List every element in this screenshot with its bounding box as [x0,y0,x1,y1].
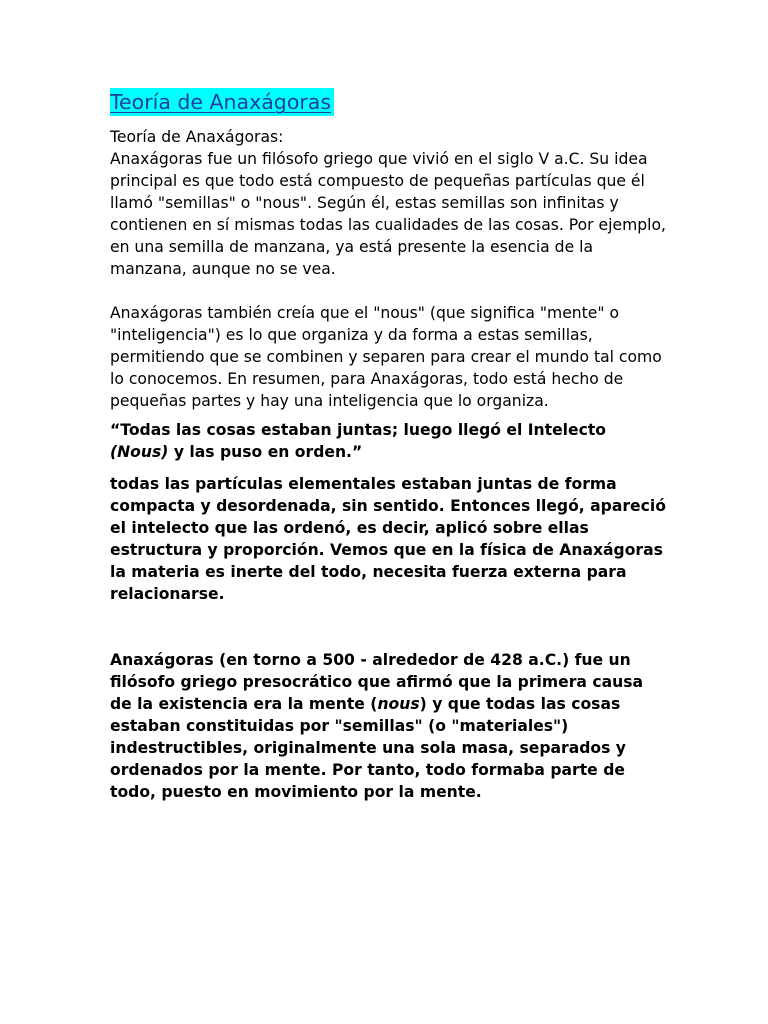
paragraph-4 [110,649,666,803]
intro-block [110,126,666,280]
document-body [110,88,666,803]
paragraph-4-italic: nous [377,695,420,713]
quote-text-end: y las puso en orden.” [168,443,363,461]
quote-text-start: “Todas las cosas estaban juntas; luego llegó el Intelecto [110,421,607,439]
quote-text-italic: (Nous) [110,443,169,461]
page-title [110,88,666,116]
paragraph-4-end: ) y que todas las cosas estaban constituidas por "semillas" (o "materiales") indestructibles, originalmente una sola masa, separados y ordenados por la mente. Por tanto, todo formaba parte de todo, puesto en movimiento por la mente. [110,695,626,801]
paragraph-4-start: Anaxágoras (en torno a 500 - alrededor de 428 a.C.) fue un filósofo griego presocrático que afirmó que la primera causa de la existencia era la mente ( [110,651,644,713]
paragraph-3: todas las partículas elementales estaban juntas de forma compacta y desordenada, sin sentido. Entonces llegó, apareció el intelecto que las ordenó, es decir, aplicó sobre ellas estructura y proporción. Vemos que en la física de Anaxágoras la materia es inerte del todo, necesita fuerza externa para relacionarse. [110,475,666,603]
paragraph-1: Anaxágoras fue un filósofo griego que vivió en el siglo V a.C. Su idea principal es que todo está compuesto de pequeñas partículas que él llamó "semillas" o "nous". Según él, estas semillas son infinitas y contienen en sí mismas todas las cualidades de las cosas. Por ejemplo, en una semilla de manzana, ya está presente la esencia de la manzana, aunque no se vea. [110,150,666,278]
intro-heading: Teoría de Anaxágoras: [110,128,284,146]
blank-line [110,280,666,302]
paragraph-2: Anaxágoras también creía que el "nous" (que significa "mente" o "inteligencia") es lo que organiza y da forma a estas semillas, permitiendo que se combinen y separen para crear el mundo tal como lo conocemos. En resumen, para Anaxágoras, todo está hecho de pequeñas partes y hay una inteligencia que lo organiza. [110,304,662,410]
page-title-text: Teoría de Anaxágoras [110,88,334,116]
quote-paragraph [110,419,666,463]
